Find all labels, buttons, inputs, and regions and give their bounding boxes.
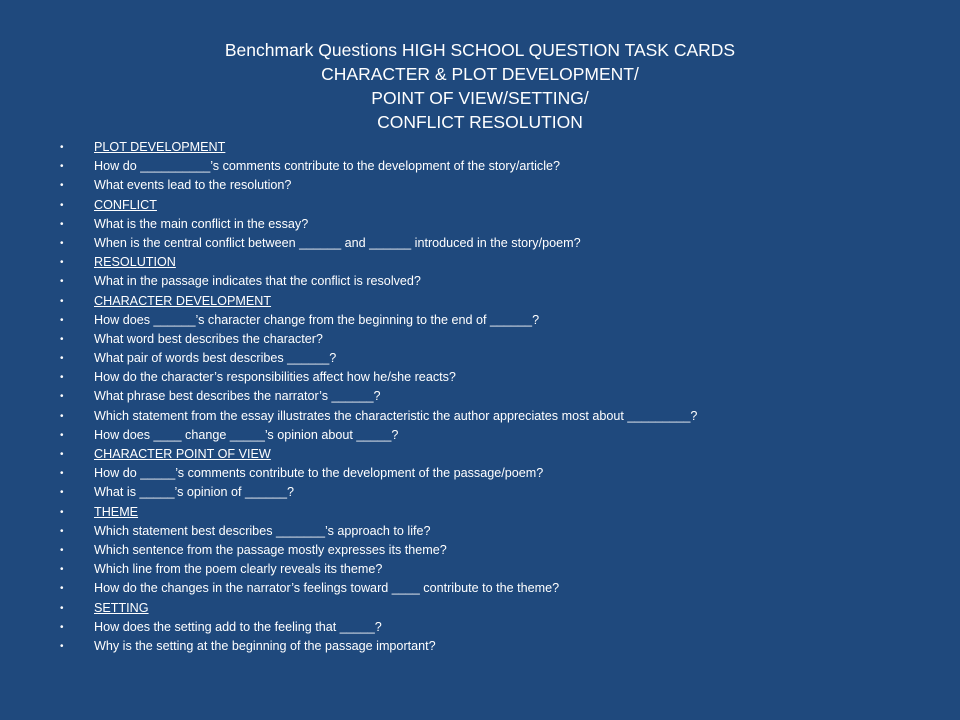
bullet-icon: •: [60, 487, 64, 499]
question-text: Why is the setting at the beginning of the passage important?: [94, 638, 436, 653]
question-text: What pair of words best describes ______?: [94, 351, 337, 366]
question-text: How do the changes in the narrator’s feelings toward ____ contribute to the theme?: [94, 581, 560, 596]
bullet-icon: •: [60, 391, 64, 403]
question-item: [0, 272, 960, 291]
bullet-icon: •: [60, 199, 64, 211]
question-text: What in the passage indicates that the conflict is resolved?: [94, 274, 421, 289]
question-text: Which statement best describes _______’s approach to life?: [94, 523, 431, 538]
bullet-icon: •: [60, 161, 64, 173]
section-heading-text: CONFLICT: [94, 197, 157, 212]
title-line-1: Benchmark Questions HIGH SCHOOL QUESTION TASK CARDS: [224, 40, 736, 60]
title-line-3: POINT OF VIEW/SETTING/: [371, 88, 589, 108]
question-text: What is the main conflict in the essay?: [94, 216, 309, 231]
question-text: How do _____’s comments contribute to the development of the passage/poem?: [94, 466, 544, 481]
question-item: [0, 579, 960, 598]
bullet-icon: •: [60, 640, 64, 652]
bullet-icon: •: [60, 410, 64, 422]
bullet-icon: •: [60, 276, 64, 288]
title-line-2: CHARACTER & PLOT DEVELOPMENT/: [321, 64, 639, 84]
bullet-icon: •: [60, 525, 64, 537]
question-item: [0, 637, 960, 656]
section-heading-text: THEME: [94, 504, 139, 519]
question-item: [0, 157, 960, 176]
section-heading-item: [0, 138, 960, 157]
bullet-icon: •: [60, 564, 64, 576]
question-text: What phrase best describes the narrator’s ______?: [94, 389, 381, 404]
bullet-icon: •: [60, 237, 64, 249]
bullet-icon: •: [60, 218, 64, 230]
bullet-icon: •: [60, 544, 64, 556]
question-text: How does ____ change _____’s opinion about _____?: [94, 427, 399, 442]
question-text: How does ______’s character change from the beginning to the end of ______?: [94, 312, 540, 327]
bullet-icon: •: [60, 429, 64, 441]
section-heading-text: CHARACTER POINT OF VIEW: [94, 447, 271, 461]
bullet-icon: •: [60, 257, 64, 269]
section-heading-item: [0, 599, 960, 618]
section-heading-text: PLOT DEVELOPMENT: [94, 140, 226, 154]
bullet-icon: •: [60, 333, 64, 345]
bullet-icon: •: [60, 449, 64, 460]
bullet-icon: •: [60, 295, 64, 307]
question-item: [0, 330, 960, 349]
question-text: What events lead to the resolution?: [94, 178, 292, 193]
question-bullet-list: [0, 138, 960, 656]
question-item: [0, 387, 960, 406]
question-text: When is the central conflict between ______ and ______ introduced in the story/poem?: [94, 235, 581, 250]
question-item: [0, 234, 960, 253]
section-heading-item: [0, 445, 960, 464]
bullet-icon: •: [60, 468, 64, 480]
question-text: What word best describes the character?: [94, 331, 323, 346]
question-text: Which statement from the essay illustrates the characteristic the author appreciates most about _________?: [94, 408, 698, 423]
question-item: [0, 464, 960, 483]
section-heading-item: [0, 253, 960, 272]
section-heading-item: [0, 292, 960, 311]
question-item: [0, 368, 960, 387]
question-item: [0, 349, 960, 368]
question-item: [0, 560, 960, 579]
question-text: How does the setting add to the feeling that _____?: [94, 619, 382, 634]
question-item: [0, 407, 960, 426]
section-heading-text: RESOLUTION: [94, 255, 176, 270]
bullet-icon: •: [60, 142, 64, 153]
question-item: [0, 483, 960, 502]
bullet-icon: •: [60, 583, 64, 595]
question-item: [0, 426, 960, 445]
bullet-icon: •: [60, 506, 64, 518]
section-heading-item: [0, 196, 960, 215]
question-item: [0, 618, 960, 637]
question-item: [0, 541, 960, 560]
bullet-icon: •: [60, 180, 64, 192]
section-heading-item: [0, 503, 960, 522]
question-text: How do the character’s responsibilities affect how he/she reacts?: [94, 370, 456, 385]
bullet-icon: •: [60, 353, 64, 365]
question-text: Which sentence from the passage mostly expresses its theme?: [94, 542, 447, 557]
question-item: [0, 522, 960, 541]
question-text: How do __________’s comments contribute to the development of the story/article?: [94, 159, 561, 174]
title-line-4: CONFLICT RESOLUTION: [377, 112, 583, 132]
bullet-icon: •: [60, 602, 64, 614]
question-item: [0, 176, 960, 195]
bullet-icon: •: [60, 314, 64, 326]
bullet-icon: •: [60, 621, 64, 633]
question-text: Which line from the poem clearly reveals its theme?: [94, 562, 383, 577]
question-item: [0, 215, 960, 234]
bullet-icon: •: [60, 372, 64, 384]
question-text: What is _____’s opinion of ______?: [94, 485, 295, 500]
slide-title: [0, 38, 960, 134]
question-item: [0, 311, 960, 330]
section-heading-text: CHARACTER DEVELOPMENT: [94, 293, 272, 308]
section-heading-text: SETTING: [94, 600, 149, 615]
